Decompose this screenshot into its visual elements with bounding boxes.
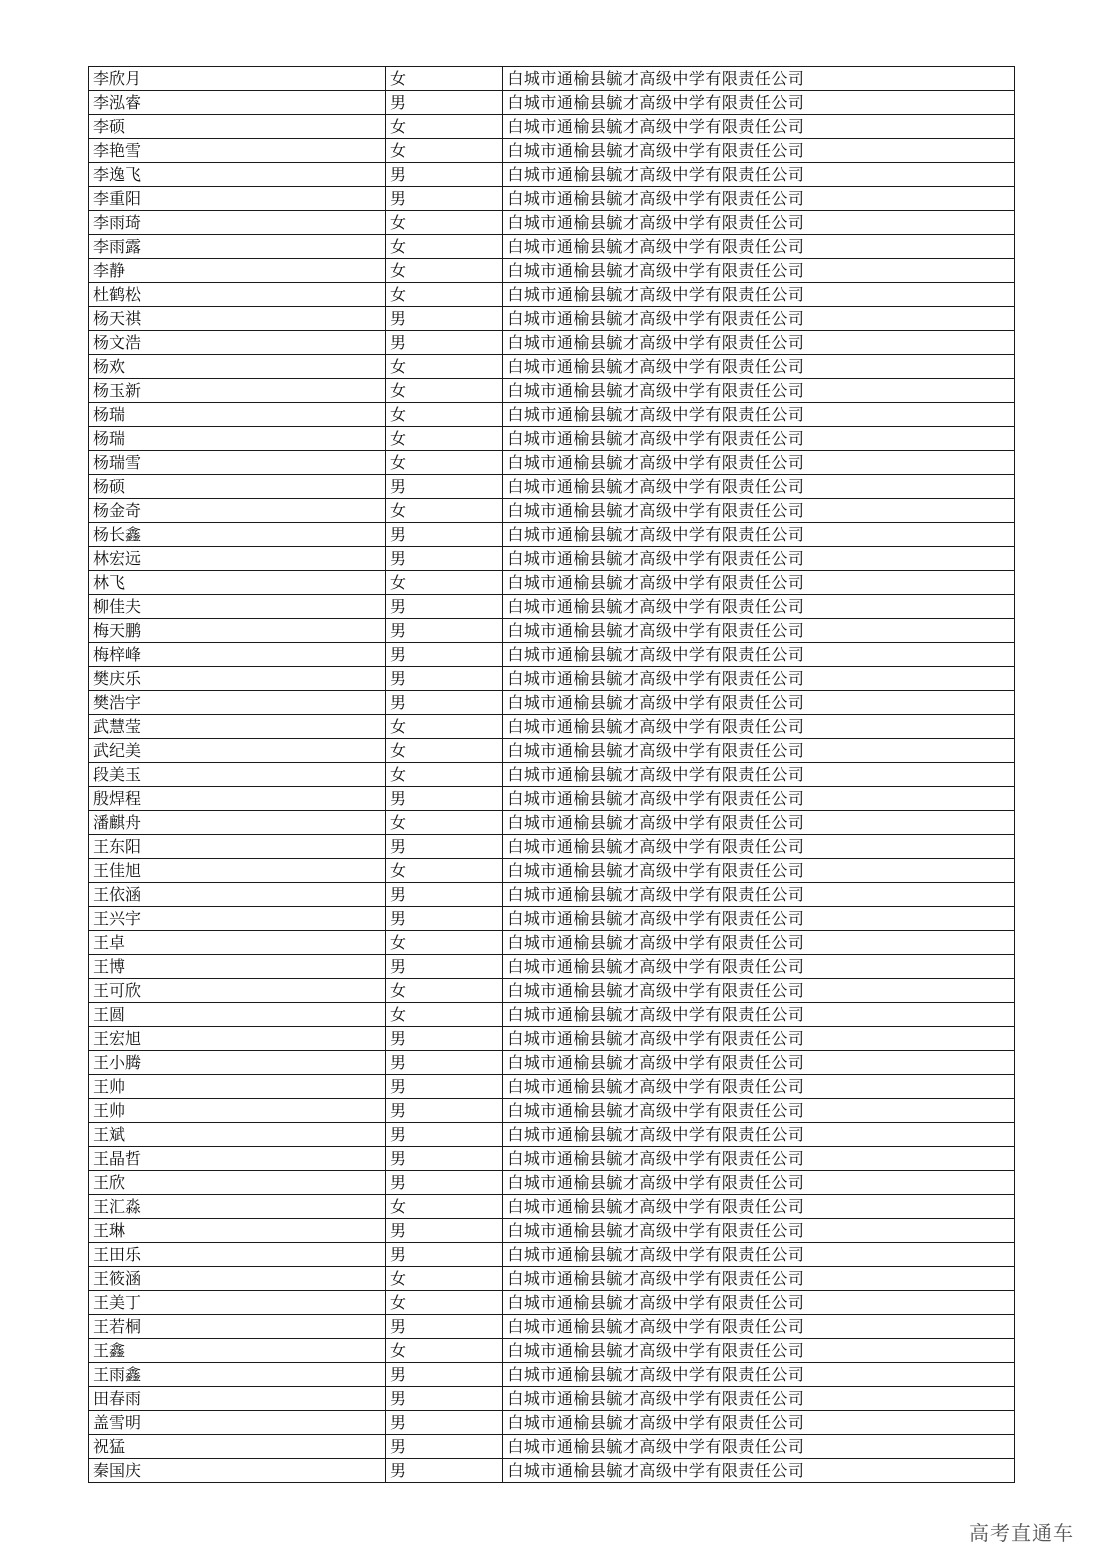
name-cell: 武纪美	[89, 739, 386, 763]
org-cell: 白城市通榆县毓才高级中学有限责任公司	[503, 1387, 1015, 1411]
gender-cell: 男	[385, 1171, 502, 1195]
name-cell: 王依涵	[89, 883, 386, 907]
table-row	[89, 787, 1015, 811]
gender-cell: 男	[385, 307, 502, 331]
table-row	[89, 163, 1015, 187]
table-row	[89, 139, 1015, 163]
table-row	[89, 1027, 1015, 1051]
org-cell: 白城市通榆县毓才高级中学有限责任公司	[503, 1171, 1015, 1195]
gender-cell: 女	[385, 283, 502, 307]
table-row	[89, 379, 1015, 403]
gender-cell: 女	[385, 715, 502, 739]
name-cell: 杨硕	[89, 475, 386, 499]
table-row	[89, 1171, 1015, 1195]
gender-cell: 女	[385, 571, 502, 595]
table-row	[89, 211, 1015, 235]
org-cell: 白城市通榆县毓才高级中学有限责任公司	[503, 739, 1015, 763]
name-cell: 王晶哲	[89, 1147, 386, 1171]
name-cell: 杨瑞雪	[89, 451, 386, 475]
name-cell: 王帅	[89, 1099, 386, 1123]
table-row	[89, 91, 1015, 115]
org-cell: 白城市通榆县毓才高级中学有限责任公司	[503, 811, 1015, 835]
gender-cell: 女	[385, 763, 502, 787]
table-row	[89, 955, 1015, 979]
gender-cell: 男	[385, 91, 502, 115]
table-row	[89, 883, 1015, 907]
table-row	[89, 259, 1015, 283]
table-row	[89, 115, 1015, 139]
org-cell: 白城市通榆县毓才高级中学有限责任公司	[503, 259, 1015, 283]
table-row	[89, 1243, 1015, 1267]
org-cell: 白城市通榆县毓才高级中学有限责任公司	[503, 523, 1015, 547]
org-cell: 白城市通榆县毓才高级中学有限责任公司	[503, 403, 1015, 427]
table-row	[89, 811, 1015, 835]
org-cell: 白城市通榆县毓才高级中学有限责任公司	[503, 283, 1015, 307]
name-cell: 王若桐	[89, 1315, 386, 1339]
org-cell: 白城市通榆县毓才高级中学有限责任公司	[503, 355, 1015, 379]
gender-cell: 女	[385, 211, 502, 235]
table-row	[89, 763, 1015, 787]
gender-cell: 女	[385, 499, 502, 523]
table-row	[89, 547, 1015, 571]
gender-cell: 男	[385, 619, 502, 643]
gender-cell: 男	[385, 1411, 502, 1435]
name-cell: 殷焊程	[89, 787, 386, 811]
org-cell: 白城市通榆县毓才高级中学有限责任公司	[503, 1099, 1015, 1123]
gender-cell: 女	[385, 355, 502, 379]
org-cell: 白城市通榆县毓才高级中学有限责任公司	[503, 1147, 1015, 1171]
table-row	[89, 475, 1015, 499]
name-cell: 李硕	[89, 115, 386, 139]
gender-cell: 男	[385, 1219, 502, 1243]
name-cell: 李欣月	[89, 67, 386, 91]
table-row	[89, 1315, 1015, 1339]
org-cell: 白城市通榆县毓才高级中学有限责任公司	[503, 667, 1015, 691]
name-cell: 王可欣	[89, 979, 386, 1003]
name-cell: 段美玉	[89, 763, 386, 787]
name-cell: 秦国庆	[89, 1459, 386, 1483]
table-row	[89, 67, 1015, 91]
table-row	[89, 979, 1015, 1003]
name-cell: 李重阳	[89, 187, 386, 211]
gender-cell: 男	[385, 1051, 502, 1075]
name-cell: 梅天鹏	[89, 619, 386, 643]
table-row	[89, 1267, 1015, 1291]
table-row	[89, 307, 1015, 331]
table-row	[89, 1099, 1015, 1123]
gender-cell: 男	[385, 835, 502, 859]
table-row	[89, 835, 1015, 859]
org-cell: 白城市通榆县毓才高级中学有限责任公司	[503, 547, 1015, 571]
gender-cell: 女	[385, 427, 502, 451]
gender-cell: 女	[385, 139, 502, 163]
name-cell: 杨文浩	[89, 331, 386, 355]
gender-cell: 男	[385, 667, 502, 691]
table-row	[89, 1219, 1015, 1243]
name-cell: 王兴宇	[89, 907, 386, 931]
name-cell: 林宏远	[89, 547, 386, 571]
table-row	[89, 283, 1015, 307]
gender-cell: 男	[385, 1243, 502, 1267]
gender-cell: 女	[385, 1003, 502, 1027]
table-row	[89, 1147, 1015, 1171]
roster-table-body	[89, 67, 1015, 1483]
table-row	[89, 1459, 1015, 1483]
gender-cell: 男	[385, 1315, 502, 1339]
org-cell: 白城市通榆县毓才高级中学有限责任公司	[503, 955, 1015, 979]
org-cell: 白城市通榆县毓才高级中学有限责任公司	[503, 139, 1015, 163]
name-cell: 李泓睿	[89, 91, 386, 115]
gender-cell: 男	[385, 1387, 502, 1411]
gender-cell: 男	[385, 1435, 502, 1459]
name-cell: 祝猛	[89, 1435, 386, 1459]
org-cell: 白城市通榆县毓才高级中学有限责任公司	[503, 1291, 1015, 1315]
org-cell: 白城市通榆县毓才高级中学有限责任公司	[503, 1339, 1015, 1363]
gender-cell: 女	[385, 739, 502, 763]
name-cell: 潘麒舟	[89, 811, 386, 835]
gender-cell: 男	[385, 595, 502, 619]
org-cell: 白城市通榆县毓才高级中学有限责任公司	[503, 67, 1015, 91]
gender-cell: 男	[385, 1099, 502, 1123]
org-cell: 白城市通榆县毓才高级中学有限责任公司	[503, 235, 1015, 259]
table-row	[89, 1435, 1015, 1459]
table-row	[89, 1291, 1015, 1315]
watermark-text: 高考直通车	[969, 1521, 1074, 1545]
name-cell: 王美丁	[89, 1291, 386, 1315]
org-cell: 白城市通榆县毓才高级中学有限责任公司	[503, 859, 1015, 883]
gender-cell: 女	[385, 859, 502, 883]
table-row	[89, 739, 1015, 763]
gender-cell: 女	[385, 979, 502, 1003]
name-cell: 武慧莹	[89, 715, 386, 739]
gender-cell: 男	[385, 883, 502, 907]
table-row	[89, 619, 1015, 643]
gender-cell: 男	[385, 691, 502, 715]
name-cell: 王汇淼	[89, 1195, 386, 1219]
name-cell: 王东阳	[89, 835, 386, 859]
org-cell: 白城市通榆县毓才高级中学有限责任公司	[503, 835, 1015, 859]
org-cell: 白城市通榆县毓才高级中学有限责任公司	[503, 1411, 1015, 1435]
table-row	[89, 907, 1015, 931]
org-cell: 白城市通榆县毓才高级中学有限责任公司	[503, 619, 1015, 643]
org-cell: 白城市通榆县毓才高级中学有限责任公司	[503, 1435, 1015, 1459]
table-row	[89, 331, 1015, 355]
gender-cell: 男	[385, 787, 502, 811]
gender-cell: 女	[385, 1267, 502, 1291]
table-row	[89, 643, 1015, 667]
org-cell: 白城市通榆县毓才高级中学有限责任公司	[503, 691, 1015, 715]
gender-cell: 男	[385, 955, 502, 979]
table-row	[89, 1075, 1015, 1099]
org-cell: 白城市通榆县毓才高级中学有限责任公司	[503, 187, 1015, 211]
gender-cell: 女	[385, 403, 502, 427]
table-row	[89, 595, 1015, 619]
table-row	[89, 1387, 1015, 1411]
name-cell: 李静	[89, 259, 386, 283]
table-row	[89, 499, 1015, 523]
name-cell: 杨玉新	[89, 379, 386, 403]
name-cell: 杨天祺	[89, 307, 386, 331]
name-cell: 梅梓峰	[89, 643, 386, 667]
org-cell: 白城市通榆县毓才高级中学有限责任公司	[503, 1003, 1015, 1027]
table-row	[89, 451, 1015, 475]
gender-cell: 男	[385, 1147, 502, 1171]
table-row	[89, 931, 1015, 955]
gender-cell: 女	[385, 1195, 502, 1219]
org-cell: 白城市通榆县毓才高级中学有限责任公司	[503, 715, 1015, 739]
gender-cell: 女	[385, 811, 502, 835]
name-cell: 王圆	[89, 1003, 386, 1027]
org-cell: 白城市通榆县毓才高级中学有限责任公司	[503, 883, 1015, 907]
name-cell: 田春雨	[89, 1387, 386, 1411]
table-row	[89, 1051, 1015, 1075]
name-cell: 李艳雪	[89, 139, 386, 163]
org-cell: 白城市通榆县毓才高级中学有限责任公司	[503, 979, 1015, 1003]
org-cell: 白城市通榆县毓才高级中学有限责任公司	[503, 451, 1015, 475]
org-cell: 白城市通榆县毓才高级中学有限责任公司	[503, 331, 1015, 355]
gender-cell: 男	[385, 1027, 502, 1051]
name-cell: 王小腾	[89, 1051, 386, 1075]
name-cell: 杨瑞	[89, 403, 386, 427]
org-cell: 白城市通榆县毓才高级中学有限责任公司	[503, 307, 1015, 331]
gender-cell: 男	[385, 331, 502, 355]
org-cell: 白城市通榆县毓才高级中学有限责任公司	[503, 1075, 1015, 1099]
table-row	[89, 235, 1015, 259]
table-row	[89, 667, 1015, 691]
name-cell: 王琳	[89, 1219, 386, 1243]
org-cell: 白城市通榆县毓才高级中学有限责任公司	[503, 1195, 1015, 1219]
gender-cell: 女	[385, 451, 502, 475]
gender-cell: 男	[385, 1075, 502, 1099]
name-cell: 王雨鑫	[89, 1363, 386, 1387]
name-cell: 杨金奇	[89, 499, 386, 523]
gender-cell: 男	[385, 163, 502, 187]
table-row	[89, 187, 1015, 211]
name-cell: 李逸飞	[89, 163, 386, 187]
org-cell: 白城市通榆县毓才高级中学有限责任公司	[503, 163, 1015, 187]
org-cell: 白城市通榆县毓才高级中学有限责任公司	[503, 1027, 1015, 1051]
roster-table	[88, 66, 1015, 1483]
org-cell: 白城市通榆县毓才高级中学有限责任公司	[503, 907, 1015, 931]
name-cell: 王斌	[89, 1123, 386, 1147]
name-cell: 杜鹤松	[89, 283, 386, 307]
table-row	[89, 1003, 1015, 1027]
table-row	[89, 1195, 1015, 1219]
org-cell: 白城市通榆县毓才高级中学有限责任公司	[503, 1123, 1015, 1147]
gender-cell: 女	[385, 67, 502, 91]
org-cell: 白城市通榆县毓才高级中学有限责任公司	[503, 115, 1015, 139]
table-row	[89, 1411, 1015, 1435]
org-cell: 白城市通榆县毓才高级中学有限责任公司	[503, 763, 1015, 787]
table-row	[89, 715, 1015, 739]
name-cell: 李雨琦	[89, 211, 386, 235]
gender-cell: 男	[385, 523, 502, 547]
name-cell: 柳佳夫	[89, 595, 386, 619]
name-cell: 王鑫	[89, 1339, 386, 1363]
table-row	[89, 859, 1015, 883]
org-cell: 白城市通榆县毓才高级中学有限责任公司	[503, 499, 1015, 523]
org-cell: 白城市通榆县毓才高级中学有限责任公司	[503, 91, 1015, 115]
org-cell: 白城市通榆县毓才高级中学有限责任公司	[503, 571, 1015, 595]
gender-cell: 男	[385, 475, 502, 499]
name-cell: 林飞	[89, 571, 386, 595]
gender-cell: 女	[385, 235, 502, 259]
name-cell: 王博	[89, 955, 386, 979]
name-cell: 王筱涵	[89, 1267, 386, 1291]
gender-cell: 女	[385, 1339, 502, 1363]
name-cell: 王宏旭	[89, 1027, 386, 1051]
table-row	[89, 523, 1015, 547]
gender-cell: 女	[385, 259, 502, 283]
org-cell: 白城市通榆县毓才高级中学有限责任公司	[503, 1315, 1015, 1339]
gender-cell: 女	[385, 115, 502, 139]
gender-cell: 男	[385, 1459, 502, 1483]
table-row	[89, 571, 1015, 595]
gender-cell: 男	[385, 547, 502, 571]
name-cell: 王欣	[89, 1171, 386, 1195]
name-cell: 王卓	[89, 931, 386, 955]
name-cell: 王佳旭	[89, 859, 386, 883]
name-cell: 王帅	[89, 1075, 386, 1099]
gender-cell: 女	[385, 931, 502, 955]
org-cell: 白城市通榆县毓才高级中学有限责任公司	[503, 1243, 1015, 1267]
org-cell: 白城市通榆县毓才高级中学有限责任公司	[503, 595, 1015, 619]
org-cell: 白城市通榆县毓才高级中学有限责任公司	[503, 1219, 1015, 1243]
org-cell: 白城市通榆县毓才高级中学有限责任公司	[503, 1363, 1015, 1387]
gender-cell: 男	[385, 1363, 502, 1387]
name-cell: 盖雪明	[89, 1411, 386, 1435]
table-row	[89, 427, 1015, 451]
name-cell: 杨瑞	[89, 427, 386, 451]
table-row	[89, 1123, 1015, 1147]
table-row	[89, 355, 1015, 379]
name-cell: 王田乐	[89, 1243, 386, 1267]
org-cell: 白城市通榆县毓才高级中学有限责任公司	[503, 1051, 1015, 1075]
org-cell: 白城市通榆县毓才高级中学有限责任公司	[503, 379, 1015, 403]
org-cell: 白城市通榆县毓才高级中学有限责任公司	[503, 475, 1015, 499]
name-cell: 杨长鑫	[89, 523, 386, 547]
org-cell: 白城市通榆县毓才高级中学有限责任公司	[503, 1267, 1015, 1291]
table-row	[89, 1363, 1015, 1387]
org-cell: 白城市通榆县毓才高级中学有限责任公司	[503, 211, 1015, 235]
gender-cell: 男	[385, 643, 502, 667]
table-row	[89, 691, 1015, 715]
org-cell: 白城市通榆县毓才高级中学有限责任公司	[503, 1459, 1015, 1483]
gender-cell: 男	[385, 1123, 502, 1147]
gender-cell: 男	[385, 187, 502, 211]
gender-cell: 女	[385, 379, 502, 403]
org-cell: 白城市通榆县毓才高级中学有限责任公司	[503, 643, 1015, 667]
org-cell: 白城市通榆县毓才高级中学有限责任公司	[503, 931, 1015, 955]
name-cell: 樊浩宇	[89, 691, 386, 715]
gender-cell: 男	[385, 907, 502, 931]
name-cell: 杨欢	[89, 355, 386, 379]
name-cell: 李雨露	[89, 235, 386, 259]
org-cell: 白城市通榆县毓才高级中学有限责任公司	[503, 787, 1015, 811]
table-row	[89, 403, 1015, 427]
name-cell: 樊庆乐	[89, 667, 386, 691]
gender-cell: 女	[385, 1291, 502, 1315]
org-cell: 白城市通榆县毓才高级中学有限责任公司	[503, 427, 1015, 451]
table-row	[89, 1339, 1015, 1363]
